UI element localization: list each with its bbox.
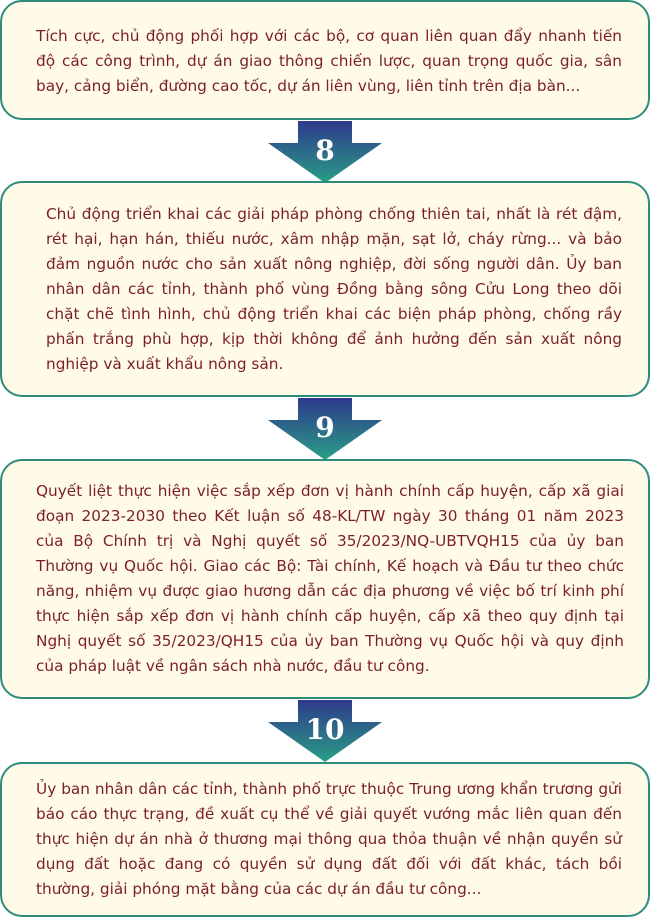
step-number: 9 bbox=[315, 411, 335, 444]
step-arrow bbox=[268, 700, 382, 762]
content-card bbox=[0, 0, 650, 120]
card-text: Chủ động triển khai các giải pháp phòng chống thiên tai, nhất là rét đậm, rét hại, hạn hán, thiếu nước, xâm nhập mặn, sạt lở, cháy rừng... và bảo đảm nguồn nước cho sản xuất nông nghiệp, đời sống người dân. Ủy ban nhân dân các tỉnh, thành phố vùng Đồng bằng sông Cửu Long theo dõi chặt chẽ tình hình, chủ động triển khai các biện pháp phòng, chống rầy phấn trắng phù hợp, kịp thời không để ảnh hưởng đến sản xuất nông nghiệp và xuất khẩu nông sản. bbox=[46, 204, 622, 373]
content-card bbox=[0, 181, 650, 397]
card-text: Tích cực, chủ động phối hợp với các bộ, cơ quan liên quan đẩy nhanh tiến độ các công trình, dự án giao thông chiến lược, quan trọng quốc gia, sân bay, cảng biển, đường cao tốc, dự án liên vùng, liên tỉnh trên địa bàn... bbox=[36, 26, 622, 95]
content-card bbox=[0, 459, 650, 699]
card-text: Ủy ban nhân dân các tỉnh, thành phố trực thuộc Trung ương khẩn trương gửi báo cáo thực trạng, đề xuất cụ thể về giải quyết vướng mắc liên quan đến thực hiện dự án nhà ở thương mại thông qua thỏa thuận về nhận quyền sử dụng đất hoặc đang có quyền sử dụng đất đối với đất khác, tách bồi thường, giải phóng mặt bằng của các dự án đầu tư công... bbox=[36, 780, 622, 898]
step-number: 8 bbox=[315, 134, 335, 167]
step-arrow bbox=[268, 398, 382, 460]
content-card bbox=[0, 762, 650, 917]
step-number: 10 bbox=[305, 713, 345, 746]
card-text: Quyết liệt thực hiện việc sắp xếp đơn vị hành chính cấp huyện, cấp xã giai đoạn 2023-2030 theo Kết luận số 48-KL/TW ngày 30 tháng 01 năm 2023 của Bộ Chính trị và Nghị quyết số 35/2023/NQ-UBTVQH15 của ủy ban Thường vụ Quốc hội. Giao các Bộ: Tài chính, Kế hoạch và Đầu tư theo chức năng, nhiệm vụ được giao hương dẫn các địa phương về việc bố trí kinh phí thực hiện sắp xếp đơn vị hành chính cấp huyện, cấp xã theo quy định tại Nghị quyết số 35/2023/QH15 của ủy ban Thường vụ Quốc hội và quy định của pháp luật về ngân sách nhà nước, đầu tư công. bbox=[36, 482, 624, 675]
step-arrow bbox=[268, 121, 382, 183]
